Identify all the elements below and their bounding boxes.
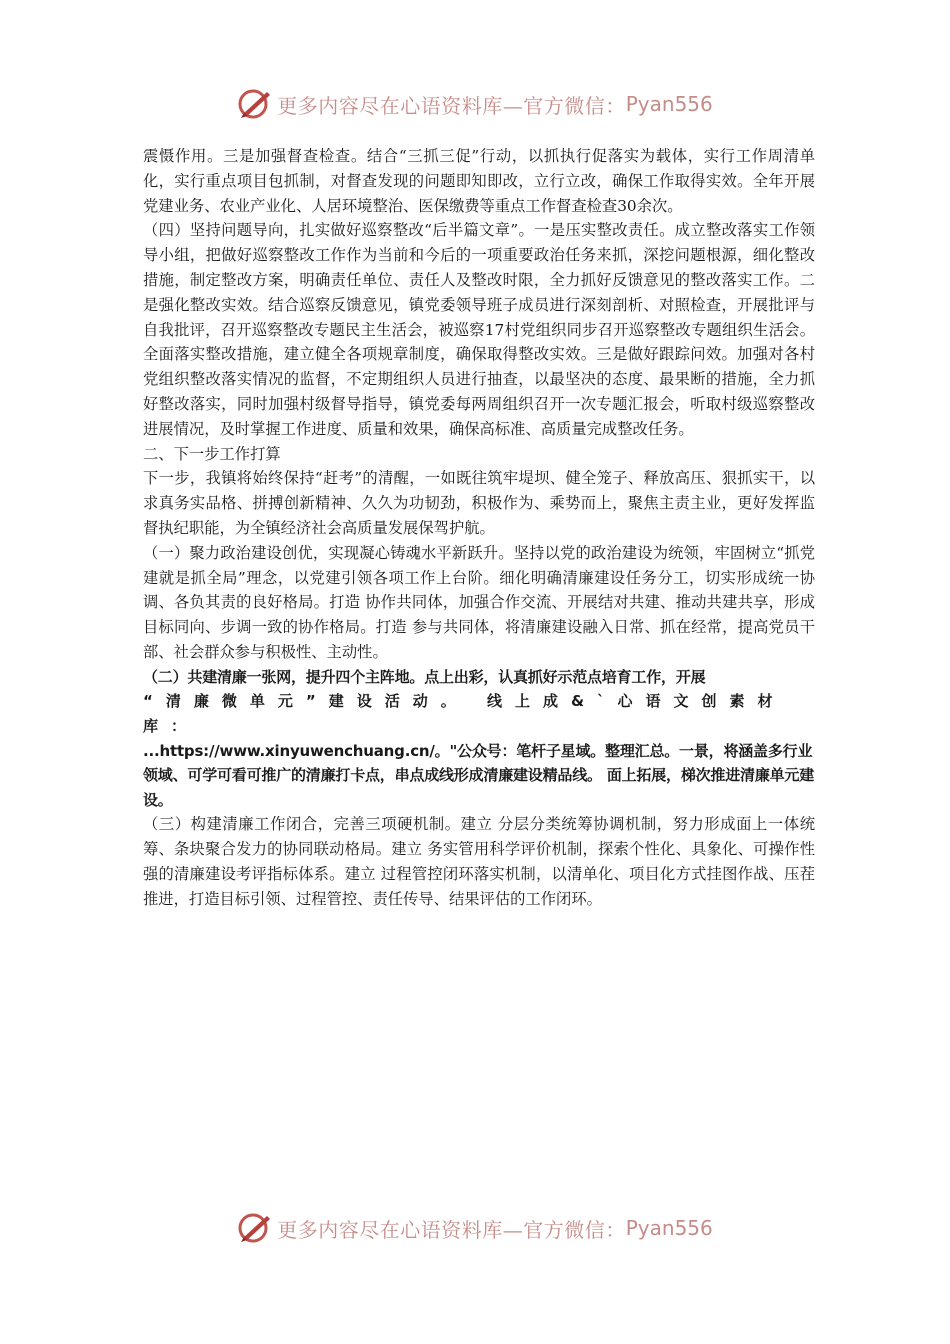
paragraph: （三）构建清廉工作闭合，完善三项硬机制。建立 分层分类统筹协调机制，努力形成面上一体统筹、条块聚合发力的协同联动格局。建立 务实管用科学评价机制，探索个性化、具象化、可操作性强的清廉建设考评指标体系。建立 过程管控闭环落实机制，以清单化、项目化方式挂图作战、压茬推进，打造目标引领、过程管控、责任传导、结果评估的工作闭环。 bbox=[143, 815, 815, 908]
watermark-banner-bottom bbox=[0, 1206, 950, 1250]
watermark-text: 更多内容尽在心语资料库—官方微信： bbox=[277, 93, 626, 118]
paragraph: 震慑作用。三是加强督查检查。结合“三抓三促”行动，以抓执行促落实为载体，实行工作周清单化，实行重点项目包抓制，对督查发现的问题即知即改，立行立改，确保工作取得实效。全年开展党建业务、农业产业化、人居环境整治、医保缴费等重点工作督查检查30余次。 bbox=[143, 147, 815, 215]
watermark-banner-top bbox=[0, 82, 950, 126]
bold-line: （二）共建清廉一张网，提升四个主阵地。点上出彩，认真抓好示范点培育工作，开展 bbox=[143, 667, 706, 686]
bold-paragraph bbox=[143, 665, 815, 813]
document-body bbox=[143, 144, 815, 911]
section-heading: 二、下一步工作打算 bbox=[143, 444, 281, 463]
paragraph: （四）坚持问题导向，扎实做好巡察整改“后半篇文章”。一是压实整改责任。成立整改落实工作领导小组，把做好巡察整改工作作为当前和今后的一项重要政治任务来抓，深挖问题根源，细化整改措施，制定整改方案，明确责任单位、责任人及整改时限，全力抓好反馈意见的整改落实工作。二是强化整改实效。结合巡察反馈意见，镇党委领导班子成员进行深刻剖析、对照检查，开展批评与自我批评，召开巡察整改专题民主生活会，被巡察17村党组织同步召开巡察整改专题组织生活会。全面落实整改措施，建立健全各项规章制度，确保取得整改实效。三是做好跟踪问效。加强对各村党组织整改落实情况的监督，不定期组织人员进行抽查，以最坚决的态度、最果断的措施，全力抓好整改落实，同时加强村级督导指导，镇党委每两周组织召开一次专题汇报会，听取村级巡察整改进展情况，及时掌握工作进度、质量和效果，确保高标准、高质量完成整改任务。 bbox=[143, 221, 815, 438]
bold-line: ...https://www.xinyuwenchuang.cn/。"公众号：笔杆子星域。整理汇总。一景，将涵盖多行业领域、可学可看可推广的清廉打卡点，串点成线形成清廉建设精品线。 面上拓展，梯次推进清廉单元建设。 bbox=[143, 741, 815, 809]
paragraph: 下一步，我镇将始终保持“赶考”的清醒，一如既往筑牢堤坝、健全笼子、释放高压、狠抓实干，以求真务实品格、拼搏创新精神、久久为功韧劲，积极作为、乘势而上，聚焦主责主业，更好发挥监督执纪职能，为全镇经济社会高质量发展保驾护航。 bbox=[143, 469, 815, 537]
pen-logo-icon bbox=[237, 1210, 273, 1246]
bold-line: “清廉微单元”建设活动。 线上成&`心语文创素材库： bbox=[143, 692, 786, 735]
watermark-id: Pyan556 bbox=[625, 92, 713, 116]
watermark-id: Pyan556 bbox=[625, 1216, 713, 1240]
watermark-text: 更多内容尽在心语资料库—官方微信： bbox=[277, 1217, 626, 1242]
pen-logo-icon bbox=[237, 86, 273, 122]
paragraph: （一）聚力政治建设创优，实现凝心铸魂水平新跃升。坚持以党的政治建设为统领，牢固树立“抓党建就是抓全局”理念，以党建引领各项工作上台阶。细化明确清廉建设任务分工，切实形成统一协调、各负其责的良好格局。打造 协作共同体，加强合作交流、开展结对共建、推动共建共享，形成目标同向、步调一致的协作格局。打造 参与共同体，将清廉建设融入日常、抓在经常，提高党员干部、社会群众参与积极性、主动性。 bbox=[143, 543, 815, 661]
